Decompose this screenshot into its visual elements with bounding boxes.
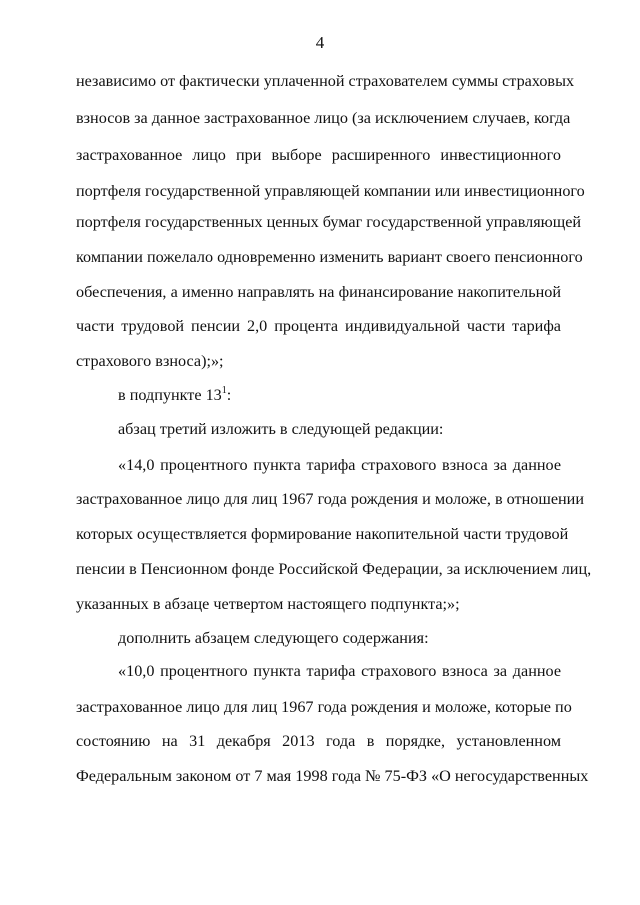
quoted-text-line: пенсии в Пенсионном фонде Российской Федерации, за исключением лиц, xyxy=(76,560,592,578)
body-text-line: портфеля государственных ценных бумаг государственной управляющей xyxy=(76,213,582,231)
body-text-line: взносов за данное застрахованное лицо (за исключением случаев, когда xyxy=(76,109,571,127)
quoted-text-line: указанных в абзаце четвертом настоящего подпункта;»; xyxy=(76,595,460,613)
body-text-line: страхового взноса);»; xyxy=(76,352,224,370)
body-text-line: компании пожелало одновременно изменить вариант своего пенсионного xyxy=(76,248,583,266)
quoted-text-line: состоянию на 31 декабря 2013 года в порядке, установленном xyxy=(76,732,561,750)
quoted-text-line: Федеральным законом от 7 мая 1998 года № 75-ФЗ «О негосударственных xyxy=(76,767,589,785)
quoted-text-line: «14,0 процентного пункта тарифа страхового взноса за данное xyxy=(118,456,561,474)
quoted-text-line: «10,0 процентного пункта тарифа страхового взноса за данное xyxy=(118,662,561,680)
quoted-text-line: застрахованное лицо для лиц 1967 года рождения и моложе, которые по xyxy=(76,698,572,716)
body-text-line: застрахованное лицо при выборе расширенного инвестиционного xyxy=(76,146,561,164)
subparagraph-superscript: 1 xyxy=(221,384,227,396)
body-text-line: дополнить абзацем следующего содержания: xyxy=(118,629,429,647)
body-text-line: портфеля государственной управляющей компании или инвестиционного xyxy=(76,182,585,200)
body-text-line: обеспечения, а именно направлять на финансирование накопительной xyxy=(76,283,561,301)
subparagraph-colon: : xyxy=(226,386,232,404)
body-text-line: части трудовой пенсии 2,0 процента индивидуальной части тарифа xyxy=(76,317,561,335)
body-text-line: независимо от фактически уплаченной страхователем суммы страховых xyxy=(76,72,575,90)
subparagraph-text: в подпункте 13 xyxy=(118,386,222,404)
subparagraph-reference xyxy=(118,385,561,405)
page-number: 4 xyxy=(315,33,325,52)
quoted-text-line: которых осуществляется формирование накопительной части трудовой xyxy=(76,525,569,543)
body-text-line: абзац третий изложить в следующей редакции: xyxy=(118,420,444,438)
quoted-text-line: застрахованное лицо для лиц 1967 года рождения и моложе, в отношении xyxy=(76,490,584,508)
